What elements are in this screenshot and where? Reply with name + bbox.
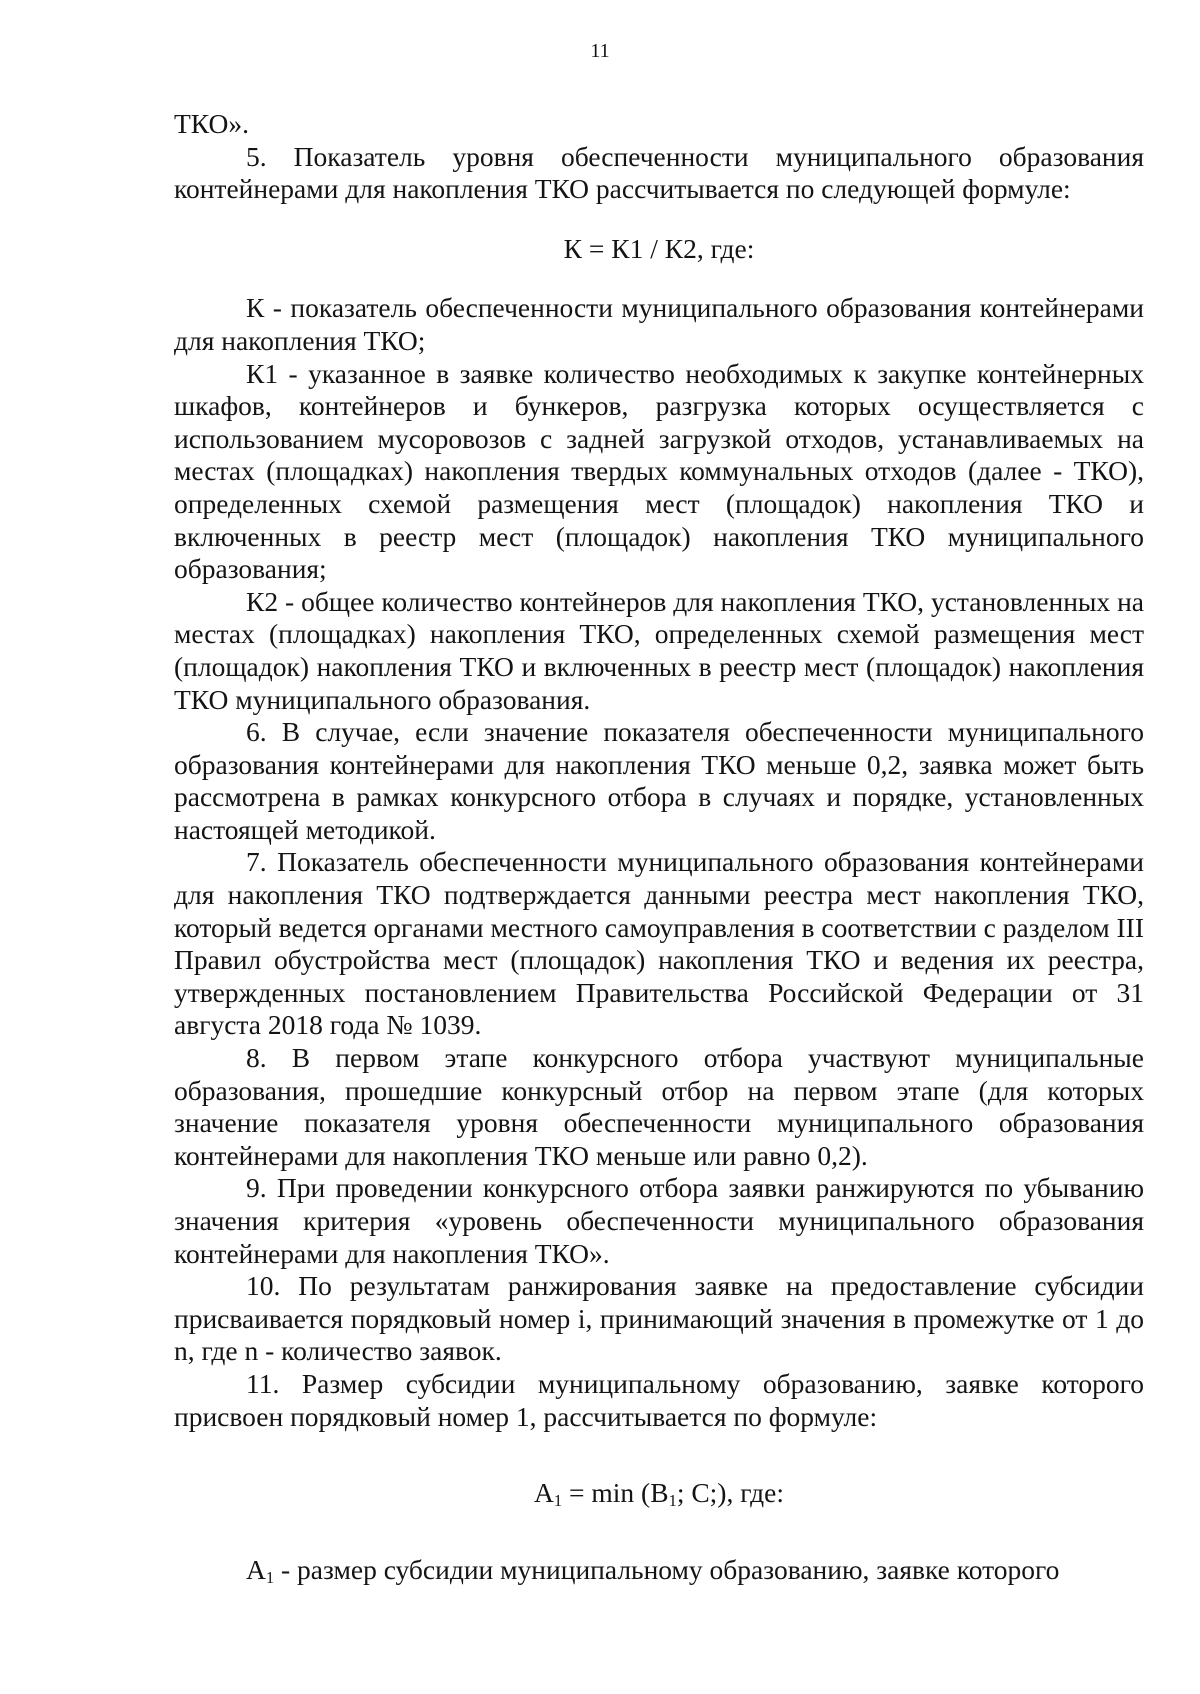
definition-a1-subscript: 1 [265, 1567, 275, 1587]
definition-k1: К1 - указанное в заявке количество необходимых к закупке контейнерных шкафов, контейнеров и бункеров, разгрузка которых осуществляется с использованием мусоровозов с задней загрузкой отходов, устанавливаемых на местах (площадках) накопления твердых коммунальных отходов (далее - ТКО), определенных схемой размещения мест (площадок) накопления ТКО и включенных в реестр мест (площадок) накопления ТКО муниципального образования; [174, 357, 1144, 585]
formula-a1-rest: ; С;), где: [676, 1477, 784, 1509]
paragraph-7: 7. Показатель обеспеченности муниципального образования контейнерами для накопления ТКО подтверждается данными реестра мест накопления ТКО, который ведется органами местного самоуправления в соответствии с разделом III Правил обустройства мест (площадок) накопления ТКО и ведения их реестра, утвержденных постановлением Правительства Российской Федерации от 31 августа 2018 года № 1039. [174, 846, 1144, 1041]
paragraph-11: 11. Размер субсидии муниципальному образованию, заявке которого присвоен порядковый номер 1, рассчитывается по формуле: [174, 1367, 1144, 1432]
formula-k: К = К1 / К2, где: [563, 232, 755, 264]
definition-k: К - показатель обеспеченности муниципального образования контейнерами для накопления ТКО; [174, 292, 1144, 356]
paragraph-continuation: ТКО». [174, 108, 249, 139]
page-number: 11 [590, 40, 610, 62]
formula-a1-subscript: 1 [553, 1491, 563, 1511]
definition-a1-text: - размер субсидии муниципальному образованию, заявке которого [274, 1553, 1060, 1585]
definition-a1 [174, 1554, 1144, 1587]
definition-k2: К2 - общее количество контейнеров для накопления ТКО, установленных на местах (площадках) накопления ТКО, определенных схемой размещения мест (площадок) накопления ТКО и включенных в реестр мест (площадок) накопления ТКО муниципального образования. [174, 585, 1144, 715]
paragraph-10: 10. По результатам ранжирования заявке на предоставление субсидии присваивается порядковый номер i, принимающий значения в промежутке от 1 до n, где n - количество заявок. [174, 1270, 1144, 1367]
paragraph-6: 6. В случае, если значение показателя обеспеченности муниципального образования контейнерами для накопления ТКО меньше 0,2, заявка может быть рассмотрена в рамках конкурсного отбора в случаях и порядке, установленных настоящей методикой. [174, 716, 1144, 845]
formula-a1-symbol: А [534, 1477, 554, 1509]
formula-a1 [174, 1477, 1144, 1510]
paragraph-9: 9. При проведении конкурсного отбора заявки ранжируются по убыванию значения критерия «уровень обеспеченности муниципального образования контейнерами для накопления ТКО». [174, 1172, 1144, 1269]
paragraph-5: 5. Показатель уровня обеспеченности муниципального образования контейнерами для накопления ТКО рассчитывается по следующей формуле: [174, 140, 1144, 205]
paragraph-8: 8. В первом этапе конкурсного отбора участвуют муниципальные образования, прошедшие конкурсный отбор на первом этапе (для которых значение показателя уровня обеспеченности муниципального образования контейнерами для накопления ТКО меньше или равно 0,2). [174, 1042, 1144, 1171]
formula-a1-equals: = min (В [562, 1477, 669, 1509]
formula-b1-subscript: 1 [668, 1491, 677, 1511]
document-body [174, 108, 1144, 1586]
definition-a1-symbol: А [246, 1553, 266, 1585]
